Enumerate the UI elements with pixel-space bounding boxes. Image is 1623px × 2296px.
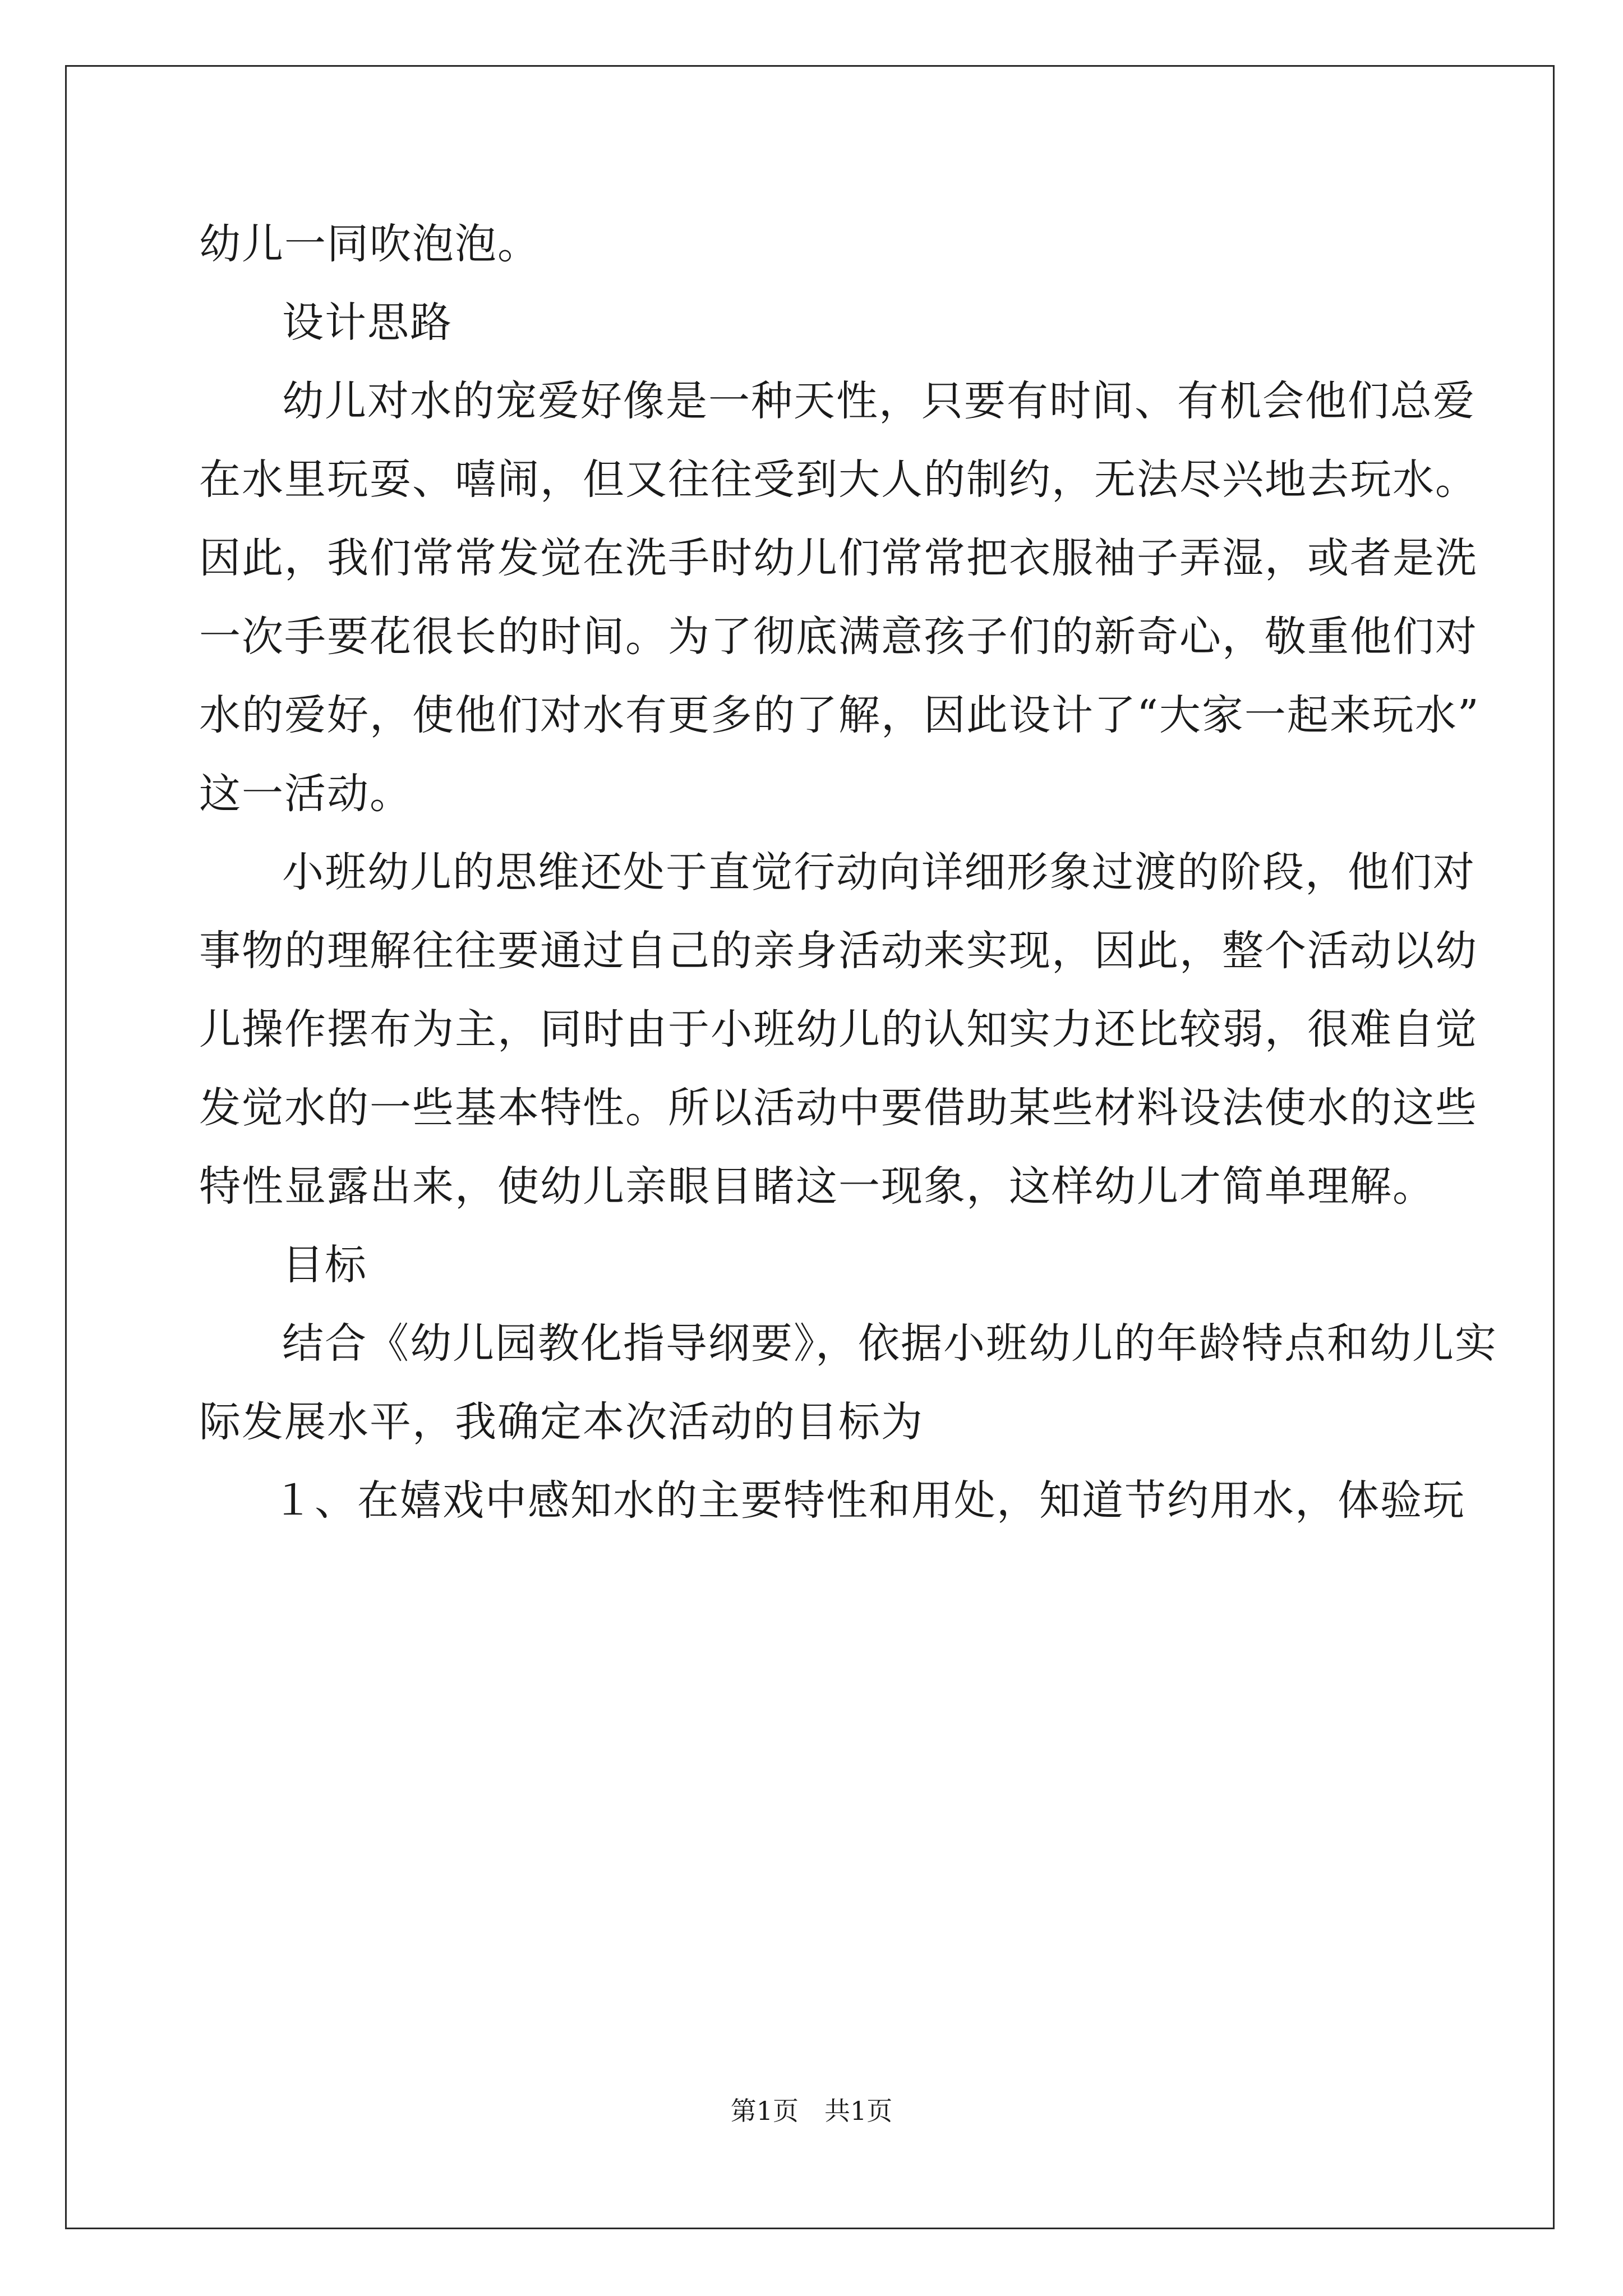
list-item: １、在嬉戏中感知水的主要特性和用处，知道节约用水，体验玩 [272, 1476, 1465, 1525]
text-line: 在水里玩耍、嘻闹，但又往往受到大人的制约，无法尽兴地去玩水。 [199, 455, 1478, 504]
text-line: 发觉水的一些基本特性。所以活动中要借助某些材料设法使水的这些 [199, 1084, 1478, 1132]
text-line: 际发展水平，我确定本次活动的目标为 [199, 1398, 924, 1446]
text-line: 事物的理解往往要通过自己的亲身活动来实现，因此，整个活动以幼 [199, 927, 1478, 975]
text-line: 结合《幼儿园教化指导纲要》，依据小班幼儿的年龄特点和幼儿实 [282, 1319, 1497, 1368]
document-body [199, 205, 1497, 1540]
section-heading: 设计思路 [282, 298, 453, 347]
section-heading: 目标 [282, 1241, 367, 1289]
text-line: 小班幼儿的思维还处于直觉行动向详细形象过渡的阶段，他们对 [282, 848, 1476, 896]
text-line: 幼儿一同吹泡泡。 [199, 220, 540, 268]
text-line: 这一活动。 [199, 770, 412, 818]
text-line: 特性显露出来，使幼儿亲眼目睹这一现象，这样幼儿才简单理解。 [199, 1162, 1435, 1211]
text-line: 儿操作摆布为主，同时由于小班幼儿的认知实力还比较弱，很难自觉 [199, 1005, 1478, 1053]
text-line: 因此，我们常常发觉在洗手时幼儿们常常把衣服袖子弄湿，或者是洗 [199, 534, 1478, 582]
text-line: 幼儿对水的宠爱好像是一种天性，只要有时间、有机会他们总爱 [282, 377, 1476, 425]
page-number: 第1页 共1页 [730, 2096, 893, 2126]
text-line: 水的爱好，使他们对水有更多的了解，因此设计了“大家一起来玩水” [199, 691, 1480, 739]
text-line: 一次手要花很长的时间。为了彻底满意孩子们的新奇心，敬重他们对 [199, 613, 1478, 661]
